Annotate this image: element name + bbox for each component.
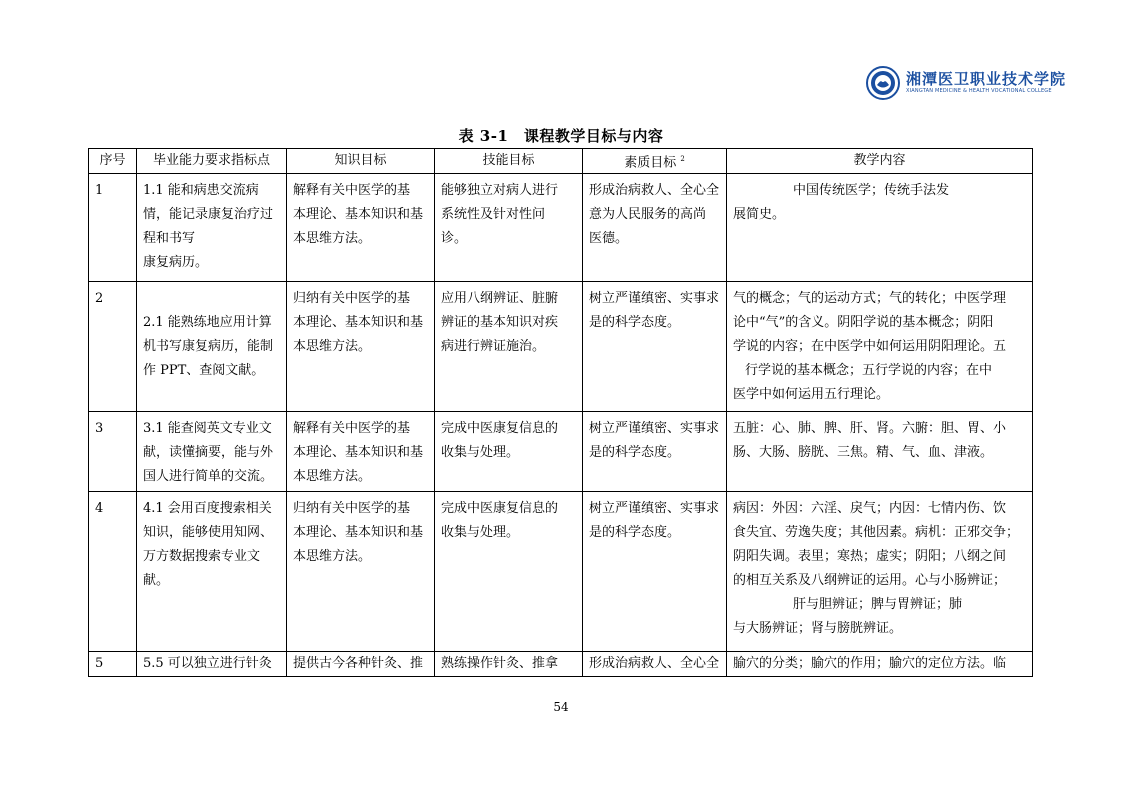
text-line: 献，读懂摘要，能与外 (143, 445, 274, 461)
table-row (89, 282, 1033, 412)
row-ability (137, 652, 287, 677)
text-line: 的相互关系及八纲辨证的运用。心与小肠辨证； (733, 573, 1007, 589)
table-row (89, 412, 1033, 492)
text-line: 万方数据搜索专业文 (143, 549, 261, 565)
text-line: 本理论、基本知识和基 (293, 207, 424, 223)
row-num: 2 (89, 282, 137, 412)
row-ability (137, 282, 287, 412)
text-line: 收集与处理。 (441, 525, 520, 541)
row-skill (435, 174, 583, 282)
text-line: 献。 (143, 573, 170, 589)
row-knowledge (287, 282, 435, 412)
header-content: 教学内容 (727, 149, 1033, 174)
row-content (727, 492, 1033, 652)
text-line: 意为人民服务的高尚 (589, 207, 707, 223)
text-line: 本思维方法。 (293, 549, 372, 565)
row-ability (137, 492, 287, 652)
text-line: 本理论、基本知识和基 (293, 315, 424, 331)
text-line: 情，能记录康复治疗过 (143, 207, 274, 223)
header-quality-sup: 2 (680, 155, 685, 163)
text-line: 形成治病救人、全心全 (589, 656, 720, 672)
text-line: 腧穴的分类；腧穴的作用；腧穴的定位方法。临 (733, 656, 1007, 672)
row-content (727, 412, 1033, 492)
row-ability (137, 412, 287, 492)
header-knowledge: 知识目标 (287, 149, 435, 174)
table-row (89, 174, 1033, 282)
text-line: 完成中医康复信息的 (441, 501, 559, 517)
text-line: 是的科学态度。 (589, 445, 681, 461)
text-line: 完成中医康复信息的 (441, 421, 559, 437)
header-num: 序号 (89, 149, 137, 174)
row-num: 3 (89, 412, 137, 492)
row-quality (583, 652, 727, 677)
text-line: 学说的内容；在中医学中如何运用阴阳理论。五 (733, 339, 1007, 355)
text-line: 2.1 能熟练地应用计算 (143, 315, 272, 331)
course-objectives-table (88, 148, 1033, 677)
text-line: 本思维方法。 (293, 231, 372, 247)
text-line: 与大肠辨证；肾与膀胱辨证。 (733, 621, 903, 637)
text-line: 树立严谨缜密、实事求 (589, 501, 720, 517)
row-ability (137, 174, 287, 282)
row-quality (583, 174, 727, 282)
text-line: 能够独立对病人进行 (441, 183, 559, 199)
header-quality-label: 素质目标 (624, 155, 677, 171)
text-line: 医德。 (589, 231, 629, 247)
text-line: 病因：外因：六淫、戾气；内因：七情内伤、饮 (733, 501, 1007, 517)
table-title: 表 3-1 课程教学目标与内容 (458, 127, 664, 145)
text-line: 行学说的基本概念；五行学说的内容；在中 (745, 363, 993, 379)
text-line: 归纳有关中医学的基 (293, 291, 411, 307)
text-line: 4.1 会用百度搜索相关 (143, 501, 272, 517)
text-line: 知识，能够使用知网、 (143, 525, 274, 541)
row-knowledge (287, 492, 435, 652)
text-line: 机书写康复病历，能制 (143, 339, 274, 355)
text-line: 5.5 可以独立进行针灸 (143, 656, 272, 672)
row-num: 1 (89, 174, 137, 282)
row-knowledge (287, 652, 435, 677)
text-line: 本思维方法。 (293, 469, 372, 485)
text-line: 本理论、基本知识和基 (293, 445, 424, 461)
row-quality (583, 412, 727, 492)
text-line: 本理论、基本知识和基 (293, 525, 424, 541)
row-quality (583, 282, 727, 412)
text-line: 1.1 能和病患交流病 (143, 183, 259, 199)
row-content (727, 652, 1033, 677)
text-line: 气的概念；气的运动方式；气的转化；中医学理 (733, 291, 1007, 307)
row-skill (435, 652, 583, 677)
row-skill (435, 282, 583, 412)
college-emblem-icon (866, 66, 900, 100)
header-ability: 毕业能力要求指标点 (137, 149, 287, 174)
text-line: 展简史。 (733, 207, 786, 223)
text-line: 树立严谨缜密、实事求 (589, 421, 720, 437)
table-row (89, 492, 1033, 652)
text-line: 3.1 能查阅英文专业文 (143, 421, 272, 437)
text-line: 是的科学态度。 (589, 315, 681, 331)
row-skill (435, 412, 583, 492)
text-line: 病进行辨证施治。 (441, 339, 546, 355)
text-line: 是的科学态度。 (589, 525, 681, 541)
text-line: 形成治病救人、全心全 (589, 183, 720, 199)
text-line: 解释有关中医学的基 (293, 421, 411, 437)
row-num: 4 (89, 492, 137, 652)
text-line: 解释有关中医学的基 (293, 183, 411, 199)
text-line: 康复病历。 (143, 255, 209, 271)
row-knowledge (287, 174, 435, 282)
text-line: 系统性及针对性问 (441, 207, 546, 223)
text-line: 归纳有关中医学的基 (293, 501, 411, 517)
row-knowledge (287, 412, 435, 492)
row-content (727, 282, 1033, 412)
row-content (727, 174, 1033, 282)
text-line: 应用八纲辨证、脏腑 (441, 291, 559, 307)
text-line: 作 PPT、查阅文献。 (143, 363, 265, 379)
text-line: 阴阳失调。表里；寒热；虚实；阴阳；八纲之间 (733, 549, 1007, 565)
text-line: 诊。 (441, 231, 468, 247)
text-line: 肝与胆辨证；脾与胃辨证；肺 (793, 597, 963, 613)
text-line: 本思维方法。 (293, 339, 372, 355)
row-quality (583, 492, 727, 652)
row-skill (435, 492, 583, 652)
table-row (89, 652, 1033, 677)
row-num: 5 (89, 652, 137, 677)
text-line: 医学中如何运用五行理论。 (733, 387, 890, 403)
college-logo (866, 64, 1067, 104)
text-line: 辨证的基本知识对疾 (441, 315, 559, 331)
text-line: 提供古今各种针灸、推 (293, 656, 424, 672)
text-line: 五脏：心、肺、脾、肝、肾。六腑：胆、胃、小 (733, 421, 1007, 437)
text-line: 国人进行简单的交流。 (143, 469, 274, 485)
text-line: 程和书写 (143, 231, 196, 247)
logo-name-en: XIANGTAN MEDICINE & HEALTH VOCATIONAL COLLEGE (906, 88, 1052, 94)
text-line: 树立严谨缜密、实事求 (589, 291, 720, 307)
text-line: 食失宜、劳逸失度；其他因素。病机：正邪交争； (733, 525, 1020, 541)
text-line: 肠、大肠、膀胱、三焦。精、气、血、津液。 (733, 445, 994, 461)
header-skill: 技能目标 (435, 149, 583, 174)
text-line: 熟练操作针灸、推拿 (441, 656, 559, 672)
text-line: 论中“气”的含义。阴阳学说的基本概念；阴阳 (733, 315, 994, 331)
text-line: 中国传统医学；传统手法发 (793, 183, 950, 199)
logo-name-zh: 湘潭医卫职业技术学院 (906, 70, 1067, 88)
page-number: 54 (553, 700, 569, 714)
table-header-row (89, 149, 1033, 174)
text-line: 收集与处理。 (441, 445, 520, 461)
header-quality (583, 149, 727, 174)
